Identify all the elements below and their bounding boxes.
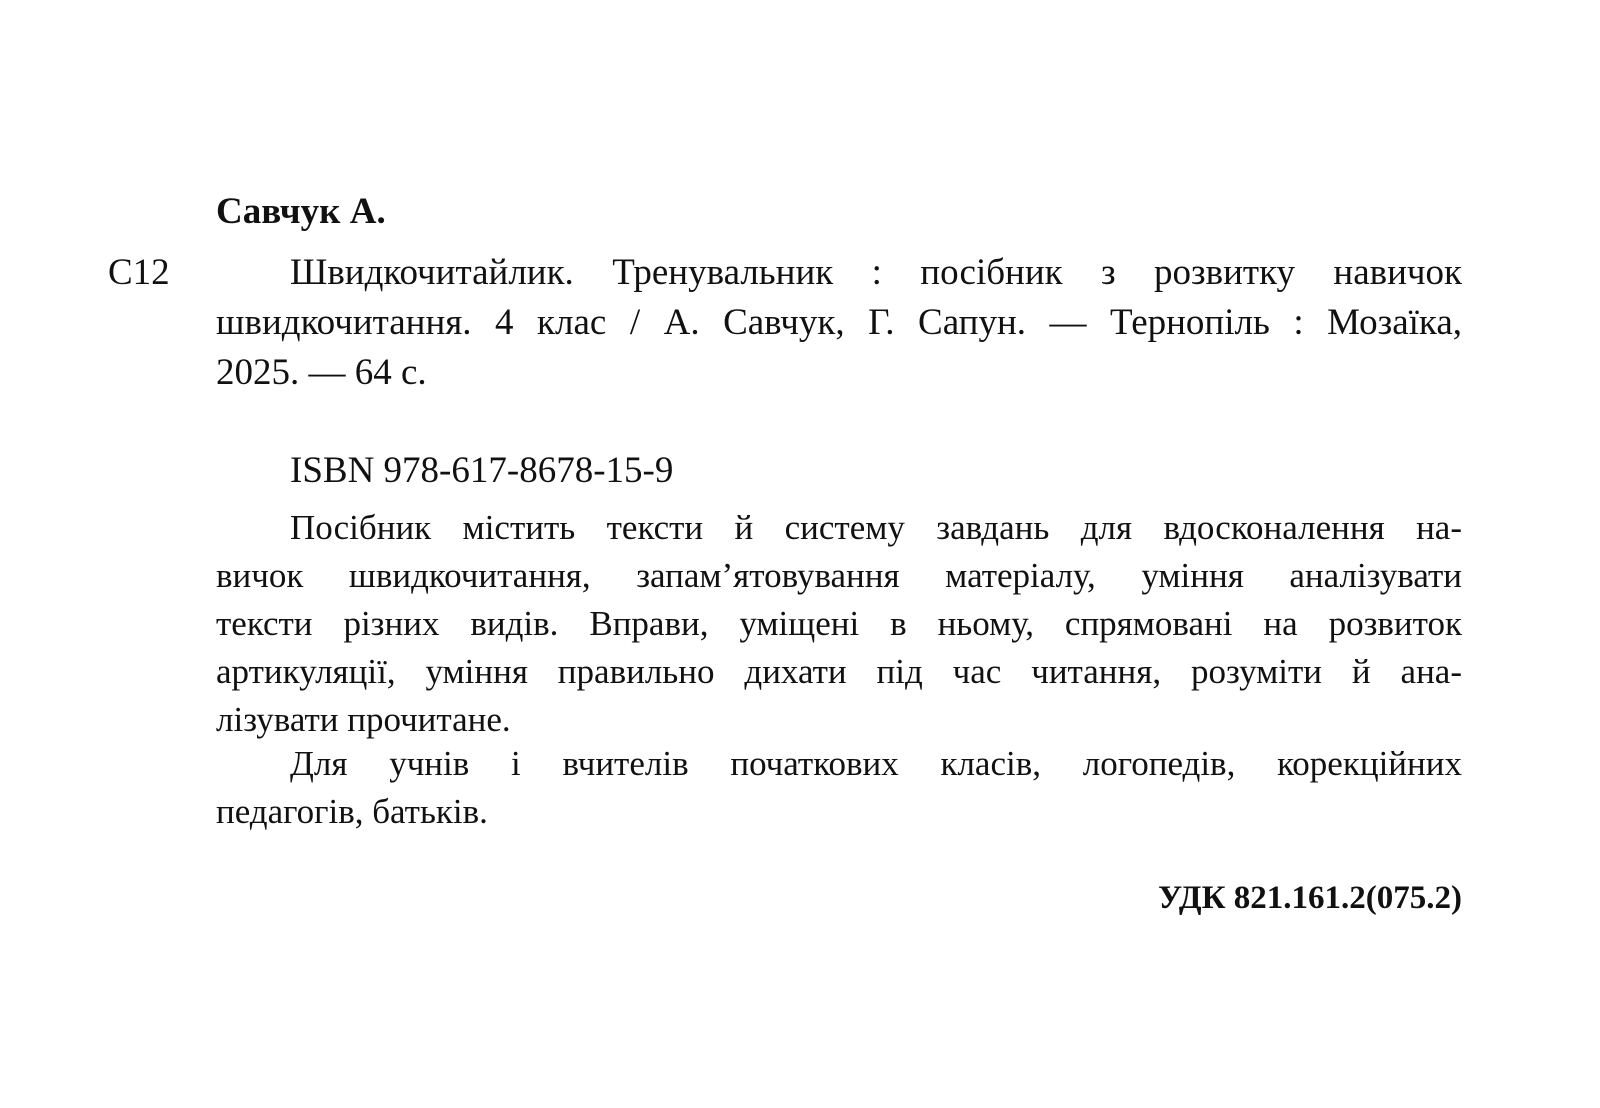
audience-line: Для учнів і вчителів початкових класів, логопедів, корекційних: [290, 744, 1462, 783]
annotation-line: вичок швидкочитання, запам’ятовування матеріалу, уміння аналізувати: [216, 556, 1462, 595]
annotation-line: артикуляції, уміння правильно дихати під час читання, розуміти й ана-: [216, 652, 1462, 691]
annotation-line: тексти різних видів. Вправи, уміщені в ньому, спрямовані на розвиток: [216, 604, 1462, 643]
annotation: [216, 504, 1462, 744]
annotation-line: Посібник містить тексти й систему завдань для вдосконалення на-: [290, 508, 1462, 547]
annotation-line: лізувати прочитане.: [216, 700, 511, 739]
bibliographic-line: швидкочитання. 4 клас / А. Савчук, Г. Сапун. — Тернопіль : Мозаїка,: [216, 302, 1462, 343]
bibliographic-description: [216, 248, 1462, 398]
bibliographic-line: Швидкочитайлик. Тренувальник : посібник з розвитку навичок: [290, 252, 1462, 293]
audience-note: [216, 740, 1462, 836]
classification-code: С12: [108, 252, 170, 293]
author-heading: Савчук А.: [216, 191, 386, 232]
udc-index: УДК 821.161.2(075.2): [1158, 880, 1462, 916]
bibliographic-line: 2025. — 64 с.: [216, 352, 427, 393]
isbn: ISBN 978-617-8678-15-9: [290, 450, 674, 491]
audience-line: педагогів, батьків.: [216, 792, 488, 831]
